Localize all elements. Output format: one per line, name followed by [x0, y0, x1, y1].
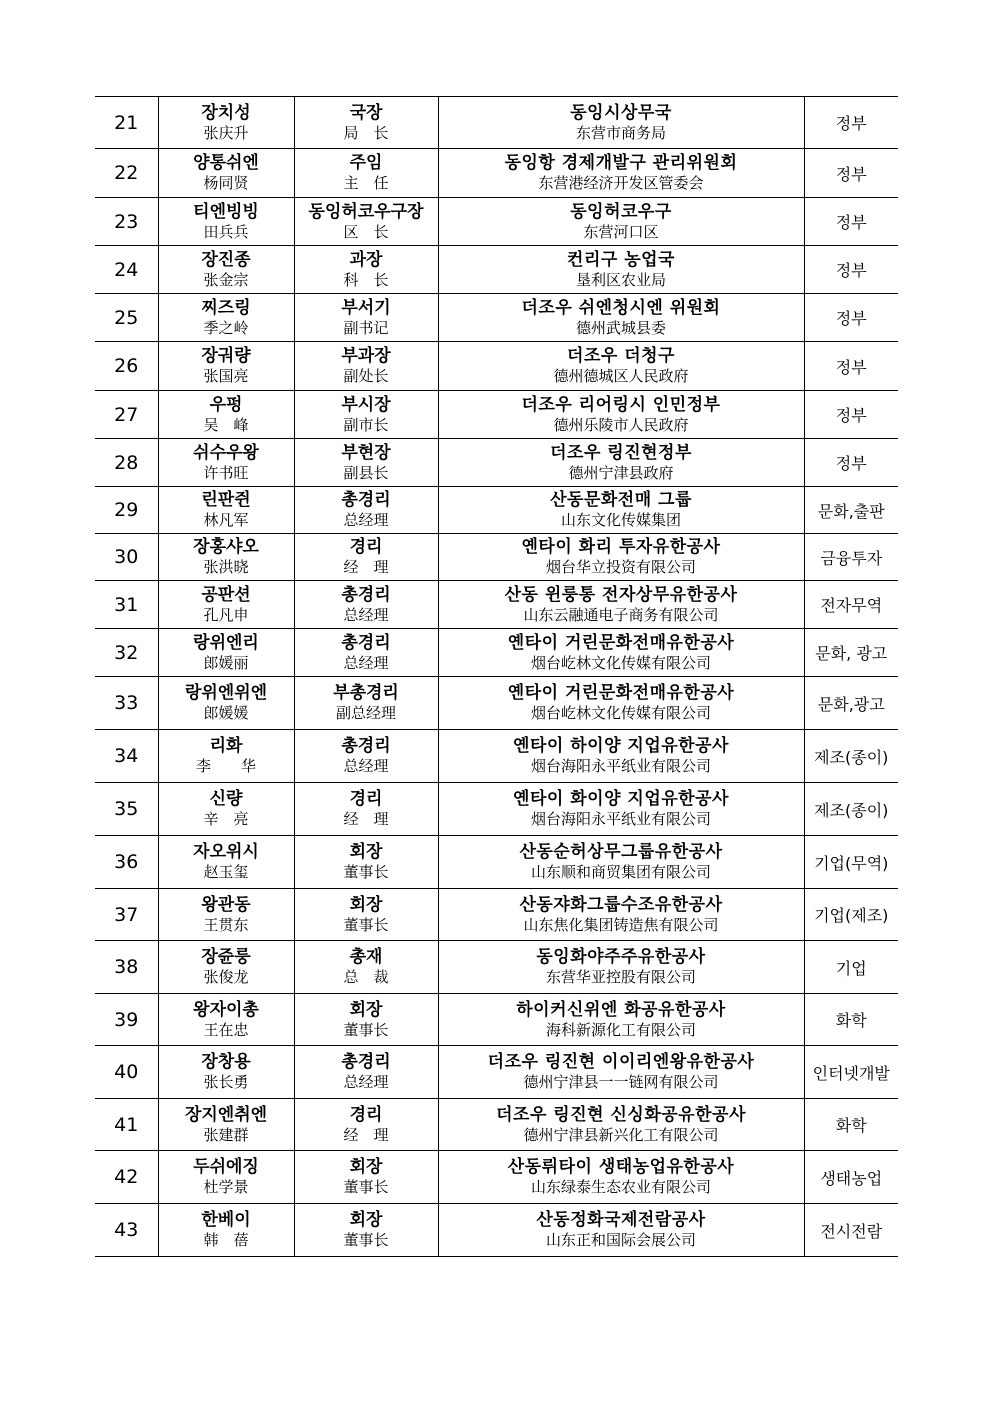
- organization-korean: 더조우 쉬엔청시엔 위원회: [521, 297, 721, 318]
- name-chinese: 张建群: [203, 1125, 249, 1144]
- position-chinese: 副市长: [343, 415, 389, 434]
- table-row: [95, 534, 898, 581]
- category-cell: 문화, 광고: [804, 629, 898, 677]
- organization-chinese: 山东正和国际会展公司: [545, 1231, 696, 1249]
- position-cell: [294, 783, 438, 836]
- organization-chinese: 山东绿泰生态农业有限公司: [530, 1178, 711, 1196]
- position-chinese: 经 理: [343, 1125, 389, 1144]
- name-cell: [158, 342, 294, 391]
- name-chinese: 季之岭: [203, 318, 249, 337]
- row-number: 39: [95, 994, 158, 1046]
- organization-chinese: 德州宁津县一一链网有限公司: [523, 1073, 719, 1091]
- position-chinese: 总经理: [343, 511, 389, 529]
- position-chinese: 总 裁: [343, 968, 389, 986]
- row-number: 38: [95, 941, 158, 994]
- position-korean: 회장: [349, 842, 383, 862]
- name-cell: [158, 941, 294, 994]
- organization-cell: [438, 629, 804, 677]
- name-cell: [158, 889, 294, 941]
- position-chinese: 副处长: [343, 367, 389, 385]
- organization-chinese: 山东顺和商贸集团有限公司: [530, 863, 711, 881]
- name-chinese: 辛 亮: [203, 810, 249, 828]
- table-row: [95, 941, 898, 994]
- position-korean: 부현장: [341, 442, 391, 463]
- position-chinese: 董事长: [343, 1231, 389, 1249]
- position-chinese: 总经理: [343, 605, 389, 624]
- position-cell: [294, 581, 438, 629]
- organization-korean: 산동뤼타이 생태농업유한공사: [507, 1157, 735, 1177]
- organization-korean: 컨리구 농업국: [567, 249, 675, 270]
- position-cell: [294, 487, 438, 534]
- table-row: [95, 730, 898, 783]
- position-chinese: 副总经理: [335, 704, 396, 722]
- position-cell: [294, 677, 438, 730]
- row-number: 27: [95, 391, 158, 439]
- organization-chinese: 山东云融通电子商务有限公司: [523, 605, 719, 624]
- category-cell: 기업(무역): [804, 836, 898, 889]
- category-cell: 화학: [804, 994, 898, 1046]
- name-chinese: 韩 蓓: [203, 1231, 249, 1249]
- name-korean: 두쉬에징: [193, 1157, 259, 1177]
- organization-cell: [438, 97, 804, 149]
- organization-cell: [438, 534, 804, 581]
- organization-korean: 옌타이 화이양 지업유한공사: [513, 789, 729, 809]
- name-cell: [158, 677, 294, 730]
- name-korean: 리화: [209, 736, 243, 756]
- row-number: 26: [95, 342, 158, 391]
- name-cell: [158, 198, 294, 246]
- organization-cell: [438, 1151, 804, 1204]
- row-number: 42: [95, 1151, 158, 1204]
- participant-table-body: [95, 97, 898, 1257]
- organization-cell: [438, 941, 804, 994]
- category-cell: 문화,출판: [804, 487, 898, 534]
- category-cell: 정부: [804, 439, 898, 487]
- row-number: 34: [95, 730, 158, 783]
- name-chinese: 孔凡申: [203, 605, 249, 624]
- position-chinese: 董事长: [343, 1020, 389, 1039]
- organization-chinese: 东营华亚控股有限公司: [545, 968, 696, 986]
- organization-korean: 더조우 리어링시 인민정부: [521, 394, 721, 415]
- category-cell: 정부: [804, 294, 898, 342]
- organization-korean: 산동쟈화그룹수조유한공사: [519, 894, 723, 915]
- organization-cell: [438, 730, 804, 783]
- position-chinese: 副县长: [343, 463, 389, 482]
- position-korean: 회장: [349, 999, 383, 1020]
- position-korean: 동잉허코우구장: [308, 201, 424, 222]
- position-cell: [294, 342, 438, 391]
- organization-korean: 동잉항 경제개발구 관리위원회: [504, 153, 738, 173]
- row-number: 21: [95, 97, 158, 149]
- organization-cell: [438, 889, 804, 941]
- organization-korean: 산동정화국제전람공사: [536, 1210, 706, 1230]
- name-korean: 장진종: [201, 249, 251, 270]
- organization-cell: [438, 149, 804, 198]
- position-cell: [294, 1099, 438, 1151]
- row-number: 33: [95, 677, 158, 730]
- name-chinese: 张国亮: [203, 367, 249, 385]
- row-number: 41: [95, 1099, 158, 1151]
- name-korean: 린판쥔: [201, 490, 251, 510]
- table-row: [95, 149, 898, 198]
- category-cell: 전시전람: [804, 1204, 898, 1257]
- organization-korean: 동잉시상무국: [570, 102, 672, 123]
- table-row: [95, 629, 898, 677]
- organization-cell: [438, 246, 804, 294]
- category-cell: 정부: [804, 342, 898, 391]
- organization-chinese: 东营市商务局: [575, 123, 666, 142]
- organization-chinese: 海科新源化工有限公司: [545, 1020, 696, 1039]
- name-chinese: 杜学景: [203, 1178, 249, 1196]
- category-cell: 기업(제조): [804, 889, 898, 941]
- organization-korean: 더조우 링진현 이이리엔왕유한공사: [487, 1052, 755, 1072]
- category-cell: 기업: [804, 941, 898, 994]
- position-chinese: 经 理: [343, 810, 389, 828]
- position-chinese: 科 长: [343, 270, 389, 289]
- organization-chinese: 烟台海阳永平纸业有限公司: [530, 810, 711, 828]
- position-cell: [294, 294, 438, 342]
- position-cell: [294, 889, 438, 941]
- name-cell: [158, 629, 294, 677]
- name-korean: 우펑: [209, 394, 243, 415]
- position-korean: 부과장: [341, 346, 391, 366]
- name-korean: 장치성: [201, 102, 251, 123]
- organization-korean: 하이커신위엔 화공유한공사: [516, 999, 726, 1020]
- table-row: [95, 677, 898, 730]
- name-korean: 신량: [209, 789, 243, 809]
- position-korean: 국장: [349, 102, 383, 123]
- position-cell: [294, 629, 438, 677]
- position-korean: 총경리: [341, 584, 391, 605]
- position-chinese: 主 任: [343, 174, 389, 192]
- name-chinese: 吴 峰: [203, 415, 249, 434]
- position-cell: [294, 149, 438, 198]
- row-number: 28: [95, 439, 158, 487]
- name-chinese: 杨同贤: [203, 174, 249, 192]
- organization-korean: 옌타이 거린문화전매유한공사: [507, 632, 735, 653]
- category-cell: 화학: [804, 1099, 898, 1151]
- name-korean: 티엔빙빙: [193, 201, 259, 222]
- position-chinese: 区 长: [343, 222, 389, 241]
- organization-chinese: 烟台屹林文化传媒有限公司: [530, 653, 711, 672]
- name-chinese: 郎媛丽: [203, 653, 249, 672]
- category-cell: 정부: [804, 246, 898, 294]
- table-row: [95, 198, 898, 246]
- position-cell: [294, 1151, 438, 1204]
- position-chinese: 总经理: [343, 1073, 389, 1091]
- organization-chinese: 山东焦化集团铸造焦有限公司: [523, 915, 719, 934]
- organization-cell: [438, 294, 804, 342]
- organization-korean: 동잉화야주주유한공사: [536, 947, 706, 967]
- name-cell: [158, 1046, 294, 1099]
- table-row: [95, 1099, 898, 1151]
- name-chinese: 张金宗: [203, 270, 249, 289]
- position-korean: 과장: [349, 249, 383, 270]
- name-korean: 장궈량: [201, 346, 251, 366]
- organization-korean: 동잉허코우구: [570, 201, 672, 222]
- name-cell: [158, 534, 294, 581]
- table-row: [95, 487, 898, 534]
- organization-chinese: 东营港经济开发区管委会: [538, 174, 704, 192]
- name-korean: 쉬수우왕: [193, 442, 259, 463]
- name-korean: 왕관동: [201, 894, 251, 915]
- participant-table: [95, 96, 898, 1257]
- position-chinese: 经 理: [343, 558, 389, 576]
- organization-cell: [438, 836, 804, 889]
- position-korean: 부서기: [341, 297, 391, 318]
- organization-chinese: 德州武城县委: [575, 318, 666, 337]
- name-cell: [158, 97, 294, 149]
- name-cell: [158, 1204, 294, 1257]
- organization-chinese: 烟台海阳永平纸业有限公司: [530, 757, 711, 775]
- position-cell: [294, 941, 438, 994]
- position-korean: 총경리: [341, 632, 391, 653]
- name-chinese: 张洪晓: [203, 558, 249, 576]
- name-korean: 공판션: [201, 584, 251, 605]
- name-chinese: 王贯东: [203, 915, 249, 934]
- name-cell: [158, 246, 294, 294]
- name-cell: [158, 1151, 294, 1204]
- name-korean: 장홍샤오: [193, 537, 259, 557]
- row-number: 23: [95, 198, 158, 246]
- organization-chinese: 德州乐陵市人民政府: [553, 415, 689, 434]
- name-chinese: 赵玉玺: [203, 863, 249, 881]
- organization-cell: [438, 783, 804, 836]
- organization-chinese: 烟台华立投资有限公司: [545, 558, 696, 576]
- table-row: [95, 97, 898, 149]
- organization-chinese: 德州宁津县政府: [568, 463, 674, 482]
- organization-cell: [438, 487, 804, 534]
- category-cell: 정부: [804, 391, 898, 439]
- name-cell: [158, 294, 294, 342]
- name-korean: 양통쉬엔: [193, 153, 259, 173]
- row-number: 25: [95, 294, 158, 342]
- position-cell: [294, 1046, 438, 1099]
- position-korean: 경리: [349, 537, 383, 557]
- name-chinese: 郎媛媛: [203, 704, 249, 722]
- table-row: [95, 1204, 898, 1257]
- position-cell: [294, 246, 438, 294]
- table-row: [95, 1151, 898, 1204]
- category-cell: 제조(종이): [804, 730, 898, 783]
- category-cell: 문화,광고: [804, 677, 898, 730]
- name-chinese: 张俊龙: [203, 968, 249, 986]
- row-number: 30: [95, 534, 158, 581]
- position-korean: 경리: [349, 789, 383, 809]
- name-korean: 장쥰룽: [201, 947, 251, 967]
- table-row: [95, 342, 898, 391]
- name-cell: [158, 487, 294, 534]
- name-korean: 한베이: [201, 1210, 251, 1230]
- category-cell: 인터넷개발: [804, 1046, 898, 1099]
- position-korean: 회장: [349, 1210, 383, 1230]
- organization-chinese: 东营河口区: [583, 222, 659, 241]
- position-chinese: 董事长: [343, 915, 389, 934]
- row-number: 31: [95, 581, 158, 629]
- organization-chinese: 垦利区农业局: [575, 270, 666, 289]
- name-korean: 랑위엔리: [193, 632, 259, 653]
- position-chinese: 董事长: [343, 1178, 389, 1196]
- position-korean: 회장: [349, 1157, 383, 1177]
- name-chinese: 张长勇: [203, 1073, 249, 1091]
- name-chinese: 张庆升: [203, 123, 249, 142]
- position-cell: [294, 1204, 438, 1257]
- table-row: [95, 783, 898, 836]
- row-number: 29: [95, 487, 158, 534]
- name-korean: 랑위엔위엔: [184, 683, 268, 703]
- position-korean: 부총경리: [333, 683, 399, 703]
- name-korean: 자오위시: [193, 842, 259, 862]
- name-chinese: 田兵兵: [203, 222, 249, 241]
- name-cell: [158, 994, 294, 1046]
- name-cell: [158, 783, 294, 836]
- name-chinese: 林凡军: [203, 511, 249, 529]
- position-cell: [294, 836, 438, 889]
- organization-korean: 옌타이 하이양 지업유한공사: [513, 736, 729, 756]
- organization-korean: 더조우 링진현정부: [550, 442, 692, 463]
- row-number: 24: [95, 246, 158, 294]
- category-cell: 금융투자: [804, 534, 898, 581]
- organization-cell: [438, 1204, 804, 1257]
- organization-cell: [438, 677, 804, 730]
- category-cell: 전자무역: [804, 581, 898, 629]
- category-cell: 정부: [804, 198, 898, 246]
- position-korean: 총재: [349, 947, 383, 967]
- position-cell: [294, 994, 438, 1046]
- name-chinese: 许书旺: [203, 463, 249, 482]
- organization-cell: [438, 581, 804, 629]
- table-row: [95, 1046, 898, 1099]
- name-chinese: 李 华: [195, 757, 256, 775]
- organization-cell: [438, 439, 804, 487]
- name-chinese: 王在忠: [203, 1020, 249, 1039]
- category-cell: 제조(종이): [804, 783, 898, 836]
- position-chinese: 总经理: [343, 757, 389, 775]
- row-number: 32: [95, 629, 158, 677]
- organization-korean: 더조우 링진현 신싱화공유한공사: [496, 1104, 746, 1125]
- category-cell: 생태농업: [804, 1151, 898, 1204]
- category-cell: 정부: [804, 97, 898, 149]
- table-row: [95, 439, 898, 487]
- position-korean: 총경리: [341, 736, 391, 756]
- name-cell: [158, 836, 294, 889]
- organization-korean: 산동문화전매 그룹: [550, 490, 692, 510]
- position-chinese: 总经理: [343, 653, 389, 672]
- name-cell: [158, 391, 294, 439]
- category-cell: 정부: [804, 149, 898, 198]
- position-cell: [294, 730, 438, 783]
- row-number: 22: [95, 149, 158, 198]
- position-korean: 총경리: [341, 1052, 391, 1072]
- organization-cell: [438, 198, 804, 246]
- name-cell: [158, 439, 294, 487]
- organization-cell: [438, 994, 804, 1046]
- position-cell: [294, 198, 438, 246]
- table-row: [95, 994, 898, 1046]
- position-chinese: 局 长: [343, 123, 389, 142]
- organization-korean: 더조우 더청구: [567, 346, 675, 366]
- position-cell: [294, 391, 438, 439]
- name-cell: [158, 149, 294, 198]
- position-korean: 부시장: [341, 394, 391, 415]
- organization-korean: 옌타이 화리 투자유한공사: [521, 537, 721, 557]
- organization-korean: 옌타이 거린문화전매유한공사: [507, 683, 735, 703]
- name-korean: 찌즈링: [201, 297, 251, 318]
- row-number: 36: [95, 836, 158, 889]
- organization-chinese: 山东文化传媒集团: [560, 511, 681, 529]
- position-chinese: 副书记: [343, 318, 389, 337]
- name-cell: [158, 1099, 294, 1151]
- position-cell: [294, 534, 438, 581]
- table-row: [95, 581, 898, 629]
- organization-chinese: 德州宁津县新兴化工有限公司: [523, 1125, 719, 1144]
- table-row: [95, 836, 898, 889]
- table-row: [95, 391, 898, 439]
- row-number: 35: [95, 783, 158, 836]
- organization-chinese: 烟台屹林文化传媒有限公司: [530, 704, 711, 722]
- row-number: 37: [95, 889, 158, 941]
- name-korean: 장창용: [201, 1052, 251, 1072]
- position-cell: [294, 439, 438, 487]
- organization-cell: [438, 1099, 804, 1151]
- position-cell: [294, 97, 438, 149]
- name-cell: [158, 581, 294, 629]
- organization-korean: 산동 윈룽통 전자상무유한공사: [504, 584, 738, 605]
- organization-cell: [438, 1046, 804, 1099]
- table-row: [95, 246, 898, 294]
- position-korean: 총경리: [341, 490, 391, 510]
- name-korean: 장지엔취엔: [184, 1104, 268, 1125]
- name-korean: 왕자이총: [193, 999, 259, 1020]
- row-number: 43: [95, 1204, 158, 1257]
- organization-cell: [438, 342, 804, 391]
- organization-chinese: 德州德城区人民政府: [553, 367, 689, 385]
- row-number: 40: [95, 1046, 158, 1099]
- organization-cell: [438, 391, 804, 439]
- position-korean: 회장: [349, 894, 383, 915]
- table-row: [95, 294, 898, 342]
- name-cell: [158, 730, 294, 783]
- position-korean: 주임: [349, 153, 383, 173]
- organization-korean: 산동순허상무그룹유한공사: [519, 842, 723, 862]
- position-chinese: 董事长: [343, 863, 389, 881]
- position-korean: 경리: [349, 1104, 383, 1125]
- table-row: [95, 889, 898, 941]
